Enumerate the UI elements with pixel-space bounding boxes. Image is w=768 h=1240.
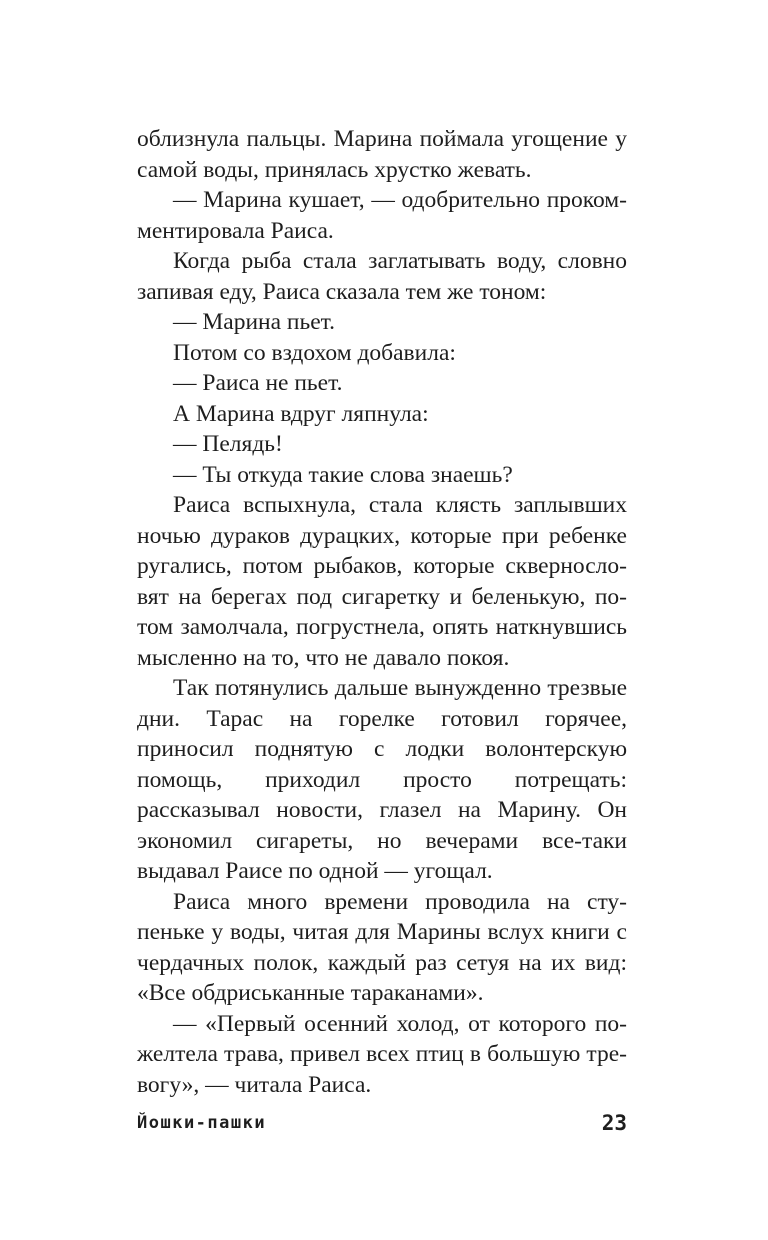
paragraph-dialogue: — Марина кушает, — одобрительно прокомментировала Раиса.: [137, 187, 627, 244]
paragraph: Так потянулись дальше вынужденно трезвые дни. Тарас на горелке готовил горячее, приносил поднятую с лодки волонтерскую помощь, приходил просто потрещать: рассказывал новости, глазел на Марину. Он экономил сигареты, но вечерами все-таки выдавал Раисе по одной — угощал.: [137, 675, 627, 884]
paragraph: А Марина вдруг ляпнула:: [173, 400, 429, 427]
paragraph: Раиса вспыхнула, стала клясть заплывших ночью дураков дурацких, которые при ребенке ругались, потом рыбаков, которые сквернословят на берегах под сигаретку и беленькую, потом замолчала, погрустнела, опять наткнувшись мысленно на то, что не давало покоя.: [137, 492, 627, 671]
page-footer: [137, 1108, 627, 1138]
running-title: Йошки-пашки: [137, 1113, 267, 1133]
paragraph-continuation: облизнула пальцы. Марина поймала угощение у самой воды, принялась хрустко жевать.: [137, 126, 627, 183]
page-number: 23: [601, 1111, 627, 1135]
paragraph-dialogue: — Марина пьет.: [173, 309, 336, 335]
paragraph: Когда рыба стала заглатывать воду, словно запивая еду, Раиса сказала тем же тоном:: [137, 248, 627, 305]
page-body-text: [137, 124, 627, 1100]
paragraph-dialogue: — Раиса не пьет.: [173, 370, 343, 396]
paragraph-dialogue: — Пелядь!: [173, 431, 283, 457]
paragraph: Раиса много времени проводила на ступеньке у воды, читая для Марины вслух книги с чердачных полок, каждый раз сетуя на их вид: «Все обдриськанные тараканами».: [137, 888, 627, 1006]
paragraph-dialogue: — «Первый осенний холод, от которого пожелтела трава, привел всех птиц в большую тревогу», — читала Раиса.: [137, 1010, 627, 1098]
paragraph-dialogue: — Ты откуда такие слова знаешь?: [173, 461, 513, 488]
paragraph: Потом со вздохом добавила:: [173, 339, 456, 366]
